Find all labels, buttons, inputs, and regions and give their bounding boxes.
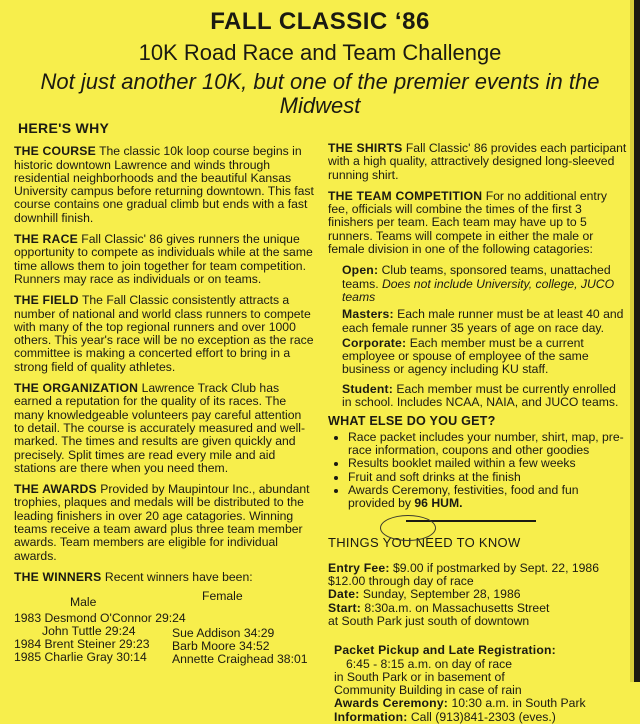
male-winner-1983: 1983 Desmond O'Connor 29:24 [14,611,186,626]
right-column [328,142,628,724]
what-else-item [348,484,628,511]
what-else-item-text: Awards Ceremony, festivities, food and fun provided by [348,482,579,511]
information-label: Information: [334,709,408,724]
male-winner-1984: 1984 Brent Steiner 29:23 [14,637,150,652]
entry-fee-label: Entry Fee: [328,560,390,575]
shirts-section [328,142,628,182]
corporate-label: Corporate: [342,335,407,350]
open-note: Does not include University, college, JUCO teams [342,276,615,304]
open-label: Open: [342,263,379,278]
left-column [14,122,314,676]
handdrawn-circle-mark [380,515,436,541]
winners-label: THE WINNERS [14,569,102,584]
female-header: Female [202,589,243,604]
winners-text: Recent winners have been: [104,569,253,584]
awards-label: THE AWARDS [14,482,97,497]
start-label: Start: [328,600,362,615]
student-category [342,383,628,410]
female-winner-1985: Annette Craighead 38:01 [172,652,308,667]
awards-section [14,483,314,563]
sponsor-name: 96 HUM. [414,496,463,511]
tagline-line-2: Midwest [279,93,361,118]
course-section [14,145,314,225]
winners-list [14,586,314,676]
race-text: Fall Classic' 86 gives runners the unique opportunity to compete as individuals while at the same time allows them to join together for team competition. Runners may race as individuals or on teams. [14,232,313,286]
what-else-heading: WHAT ELSE DO YOU GET? [328,414,496,429]
pickup-line-1: 6:45 - 8:15 a.m. on day of race [346,656,512,671]
team-text: For no additional entry fee, officials will combine the times of the first 3 finishers per team. Each team may have up to 5 runners. Teams will compete in either the male or female division in one of the following catagories: [328,188,607,257]
date-label: Date: [328,587,360,602]
tagline-line-1: Not just another 10K, but one of the premier events in the [40,69,600,94]
organization-label: THE ORGANIZATION [14,381,139,396]
awards-ceremony-line [334,697,628,710]
race-section [14,233,314,286]
course-label: THE COURSE [14,144,96,159]
flyer-title: FALL CLASSIC ‘86 [210,8,430,35]
what-else-item: • Fruit and soft drinks at the finish [348,471,628,484]
pickup-block [334,644,628,724]
male-winner-1985: 1985 Charlie Gray 30:14 [14,650,147,665]
field-label: THE FIELD [14,293,79,308]
start-line [328,602,628,615]
masters-label: Masters: [342,307,394,322]
start-location-line: at South Park just south of downtown [328,613,530,628]
student-label: Student: [342,381,394,396]
flyer-subtitle: 10K Road Race and Team Challenge [138,40,502,65]
race-label: THE RACE [14,232,78,247]
open-text: Club teams, sponsored teams, unattached teams. [342,263,611,291]
entry-fee-line [328,562,628,575]
pickup-line-3: Community Building in case of rain [334,683,522,698]
flyer-tagline [0,70,640,118]
female-winner-1984: Barb Moore 34:52 [172,639,270,654]
male-header: Male [70,595,97,610]
corporate-text: Each member must be a current employee or spouse of employee of the same business or agency including KU staff. [342,335,589,377]
date-line [328,588,628,601]
what-else-item: • Results booklet mailed within a few weeks [348,457,628,470]
start-text: 8:30a.m. on Massachusetts Street [364,600,550,615]
shirts-text: Fall Classic' 86 provides each participant with a high quality, attractively designed long-sleeved running shirt. [328,141,627,182]
things-heading: THINGS YOU NEED TO KNOW [328,535,521,551]
masters-category [342,308,628,335]
team-label: THE TEAM COMPETITION [328,188,483,203]
pickup-heading: Packet Pickup and Late Registration: [334,643,556,658]
awards-ceremony-text: 10:30 a.m. in South Park [451,696,586,711]
male-winner-1983-tie: John Tuttle 29:24 [42,624,136,639]
heres-why-heading: HERE'S WHY [18,120,110,136]
pickup-line-2: in South Park or in basement of [334,669,505,684]
student-text: Each member must be currently enrolled in school. Includes NCAA, NAIA, and JUCO teams. [342,381,619,410]
open-category [342,264,628,304]
entry-fee-text: $9.00 if postmarked by Sept. 22, 1986 [393,560,599,575]
team-section [328,190,628,256]
female-winner-1983: Sue Addison 34:29 [172,626,275,641]
information-line [334,711,628,724]
course-text: The classic 10k loop course begins in historic downtown Lawrence and winds through residential neighborhoods and the beautiful Kansas University campus before returning downtown. This fast course contains one gradual climb but ends with a fast downhill finish. [14,144,314,225]
organization-text: Lawrence Track Club has earned a reputation for the quality of its races. The many knowledgeable volunteers pay careful attention to detail. The course is accurately measured and well-marked. The times and results are given quickly and precisely. Split times are read every mile and aid stations are there when you need them. [14,381,306,475]
what-else-item: • Race packet includes your number, shirt, map, pre-race information, coupons and other goodies [348,431,628,458]
awards-ceremony-label: Awards Ceremony: [334,696,449,711]
information-text: Call (913)841-2303 (eves.) [410,709,556,724]
winners-section [14,571,314,584]
organization-section [14,382,314,475]
what-else-list [328,431,628,511]
masters-text: Each male runner must be at least 40 and each female runner 35 years of age on race day. [342,307,624,335]
date-text: Sunday, September 28, 1986 [362,587,521,602]
field-section [14,294,314,374]
field-text: The Fall Classic consistently attracts a number of national and world class runners to compete with many of the top regional runners and over 1000 others. This year's race will be no exception as the race committee is making a concerted effort to bring in a strong field of quality athletes. [14,293,314,374]
shirts-label: THE SHIRTS [328,141,403,155]
awards-text: Provided by Maupintour Inc., abundant trophies, plaques and medals will be distributed to the leading finishers in over 20 age catagories. Winning teams receive a team award plus three team member awards. Team members are eligible for individual awards. [14,482,310,563]
corporate-category [342,337,628,377]
entry-fee-late-line: $12.00 through day of race [328,574,474,589]
